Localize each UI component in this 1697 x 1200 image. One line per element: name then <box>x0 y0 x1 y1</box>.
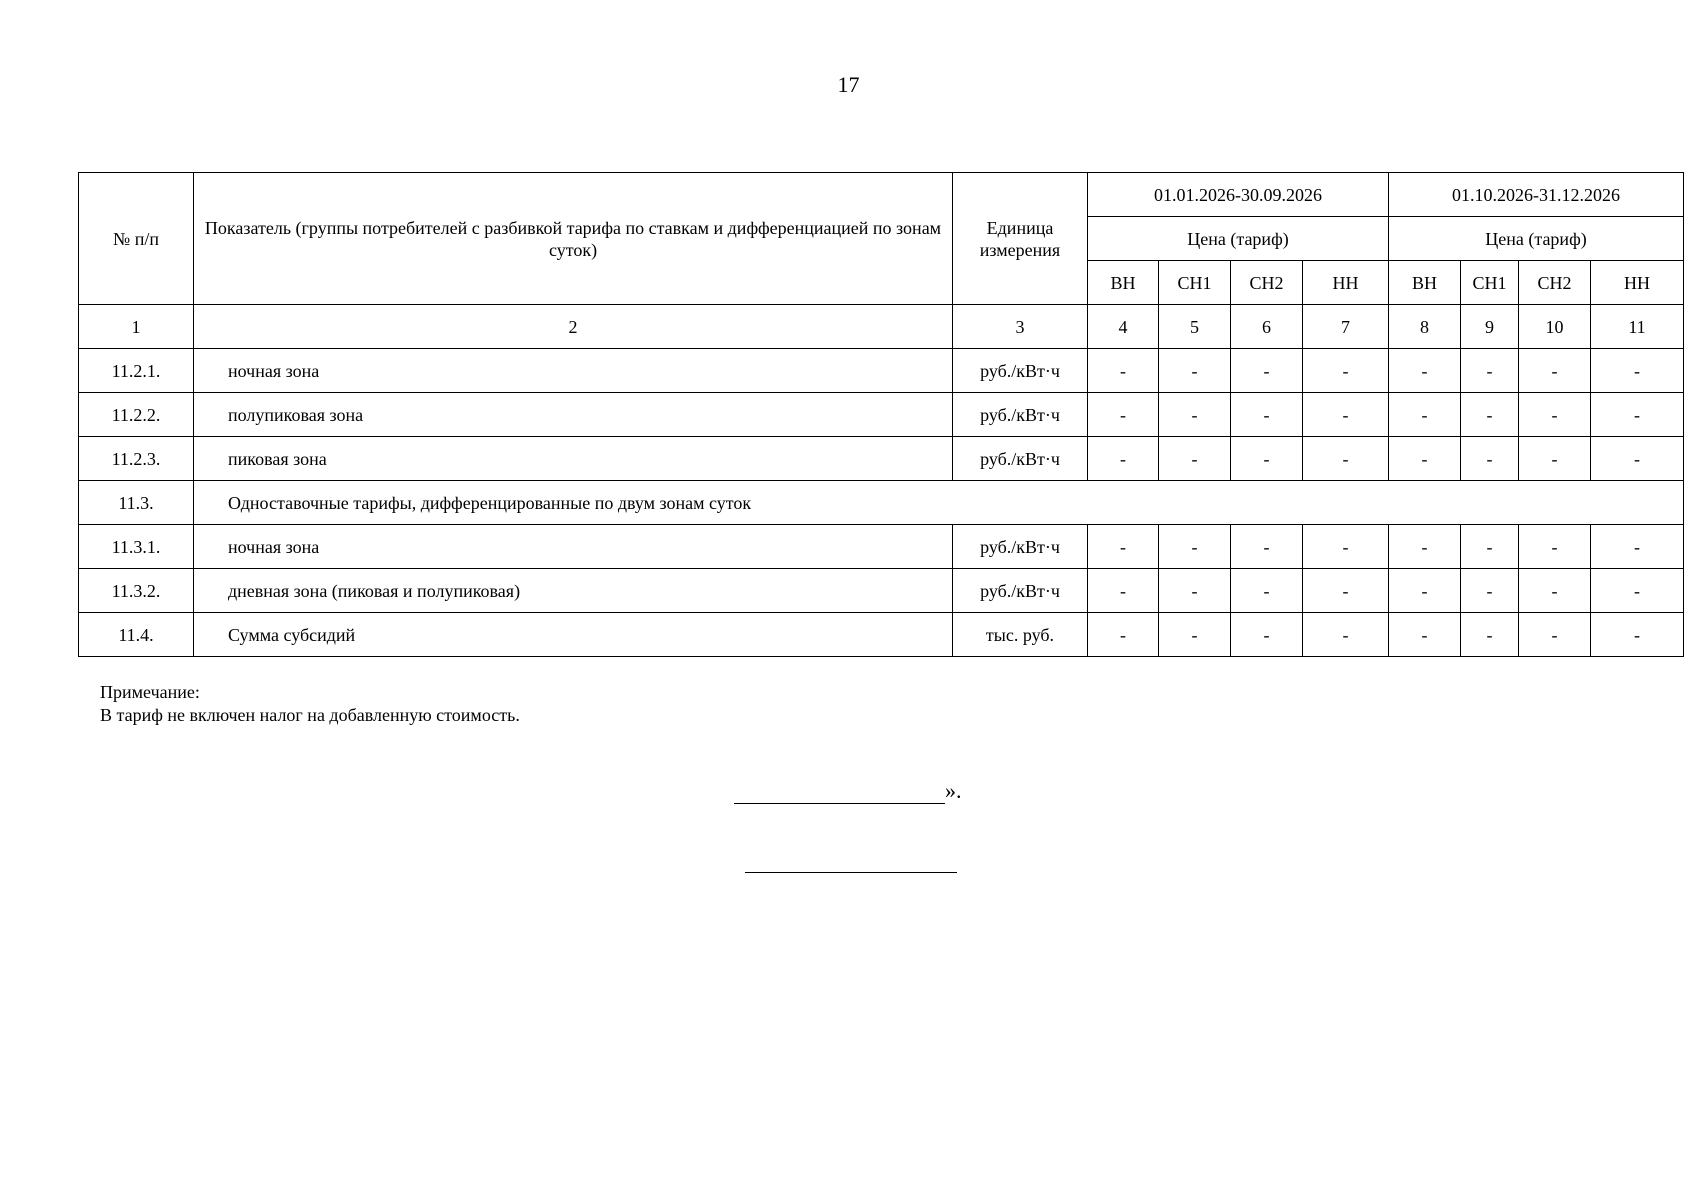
row-value: - <box>1303 349 1389 393</box>
row-name: Сумма субсидий <box>194 613 953 657</box>
row-value: - <box>1231 613 1303 657</box>
column-number: 10 <box>1519 305 1591 349</box>
row-value: - <box>1461 525 1519 569</box>
header-level: ВН <box>1389 261 1461 305</box>
row-value: - <box>1159 613 1231 657</box>
row-value: - <box>1231 569 1303 613</box>
column-number: 4 <box>1088 305 1159 349</box>
row-num: 11.2.1. <box>79 349 194 393</box>
column-number: 2 <box>194 305 953 349</box>
row-value: - <box>1231 393 1303 437</box>
header-level: ВН <box>1088 261 1159 305</box>
row-value: - <box>1519 569 1591 613</box>
table-row <box>79 437 1684 481</box>
row-value: - <box>1519 613 1591 657</box>
column-number: 6 <box>1231 305 1303 349</box>
row-value: - <box>1461 437 1519 481</box>
row-value: - <box>1303 613 1389 657</box>
row-name: ночная зона <box>194 349 953 393</box>
row-unit: руб./кВт·ч <box>953 349 1088 393</box>
column-number: 7 <box>1303 305 1389 349</box>
blank-line <box>734 779 945 804</box>
header-level: НН <box>1303 261 1389 305</box>
row-num: 11.2.2. <box>79 393 194 437</box>
row-value: - <box>1159 569 1231 613</box>
page-number: 17 <box>837 72 860 97</box>
header-level: СН2 <box>1519 261 1591 305</box>
note-text: В тариф не включен налог на добавленную стоимость. <box>100 705 520 725</box>
header-level: СН1 <box>1159 261 1231 305</box>
header-row-periods <box>79 173 1684 217</box>
header-period-2: 01.10.2026-31.12.2026 <box>1389 173 1684 217</box>
row-name: дневная зона (пиковая и полупиковая) <box>194 569 953 613</box>
row-value: - <box>1088 613 1159 657</box>
header-price-1: Цена (тариф) <box>1088 217 1389 261</box>
row-value: - <box>1461 393 1519 437</box>
row-value: - <box>1591 437 1684 481</box>
row-unit: руб./кВт·ч <box>953 525 1088 569</box>
table-row <box>79 569 1684 613</box>
row-value: - <box>1461 613 1519 657</box>
row-value: - <box>1088 349 1159 393</box>
row-value: - <box>1088 525 1159 569</box>
table-row <box>79 613 1684 657</box>
row-value: - <box>1159 437 1231 481</box>
row-value: - <box>1461 569 1519 613</box>
header-unit: Единица измерения <box>953 173 1088 305</box>
note-title: Примечание: <box>100 682 200 702</box>
table-row <box>79 349 1684 393</box>
row-num: 11.4. <box>79 613 194 657</box>
separator-line <box>745 872 957 873</box>
table-row <box>79 393 1684 437</box>
section-title: Одноставочные тарифы, дифференцированные по двум зонам суток <box>194 481 1684 525</box>
header-indicator: Показатель (группы потребителей с разбивкой тарифа по ставкам и дифференциацией по зонам суток) <box>194 173 953 305</box>
row-num: 11.2.3. <box>79 437 194 481</box>
column-number: 5 <box>1159 305 1231 349</box>
closing-signature-line <box>734 778 962 804</box>
row-unit: тыс. руб. <box>953 613 1088 657</box>
row-value: - <box>1389 437 1461 481</box>
table-row <box>79 525 1684 569</box>
row-value: - <box>1088 393 1159 437</box>
row-value: - <box>1303 437 1389 481</box>
row-value: - <box>1159 349 1231 393</box>
row-value: - <box>1389 349 1461 393</box>
row-unit: руб./кВт·ч <box>953 437 1088 481</box>
row-value: - <box>1461 349 1519 393</box>
column-number: 1 <box>79 305 194 349</box>
row-name: полупиковая зона <box>194 393 953 437</box>
column-number: 11 <box>1591 305 1684 349</box>
header-price-2: Цена (тариф) <box>1389 217 1684 261</box>
column-number-row <box>79 305 1684 349</box>
column-number: 3 <box>953 305 1088 349</box>
row-value: - <box>1231 525 1303 569</box>
row-value: - <box>1389 393 1461 437</box>
column-number: 8 <box>1389 305 1461 349</box>
row-num: 11.3.2. <box>79 569 194 613</box>
row-value: - <box>1303 525 1389 569</box>
row-value: - <box>1389 525 1461 569</box>
row-value: - <box>1303 569 1389 613</box>
row-value: - <box>1389 613 1461 657</box>
tariff-table <box>78 172 1684 657</box>
row-value: - <box>1519 525 1591 569</box>
row-value: - <box>1591 349 1684 393</box>
row-value: - <box>1159 525 1231 569</box>
row-name: ночная зона <box>194 525 953 569</box>
header-period-1: 01.01.2026-30.09.2026 <box>1088 173 1389 217</box>
header-level: СН2 <box>1231 261 1303 305</box>
header-level: СН1 <box>1461 261 1519 305</box>
row-value: - <box>1159 393 1231 437</box>
row-value: - <box>1591 393 1684 437</box>
row-num: 11.3.1. <box>79 525 194 569</box>
row-value: - <box>1591 569 1684 613</box>
note <box>100 681 520 727</box>
row-unit: руб./кВт·ч <box>953 393 1088 437</box>
row-num: 11.3. <box>79 481 194 525</box>
row-value: - <box>1303 393 1389 437</box>
header-num: № п/п <box>79 173 194 305</box>
header-level: НН <box>1591 261 1684 305</box>
closing-mark: ». <box>945 778 962 803</box>
row-value: - <box>1231 349 1303 393</box>
column-number: 9 <box>1461 305 1519 349</box>
row-value: - <box>1591 613 1684 657</box>
row-value: - <box>1389 569 1461 613</box>
row-value: - <box>1231 437 1303 481</box>
row-name: пиковая зона <box>194 437 953 481</box>
row-value: - <box>1519 393 1591 437</box>
row-value: - <box>1088 569 1159 613</box>
row-value: - <box>1088 437 1159 481</box>
row-unit: руб./кВт·ч <box>953 569 1088 613</box>
section-row <box>79 481 1684 525</box>
row-value: - <box>1519 437 1591 481</box>
row-value: - <box>1591 525 1684 569</box>
row-value: - <box>1519 349 1591 393</box>
